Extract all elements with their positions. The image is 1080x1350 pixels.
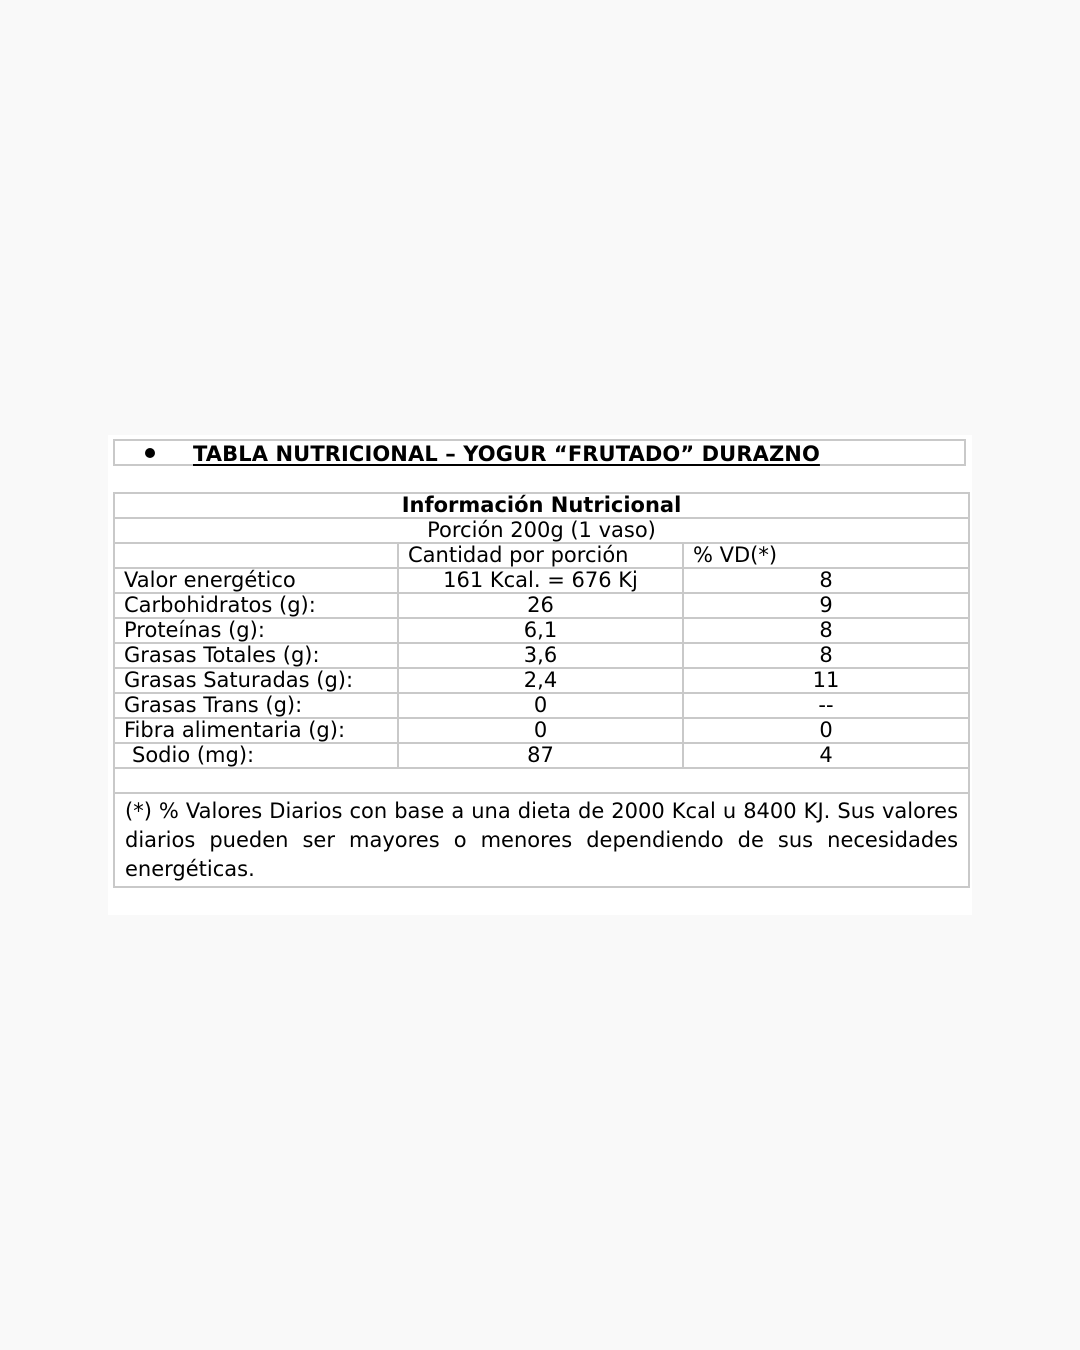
table-row — [114, 643, 969, 668]
row-label: Valor energético — [114, 568, 398, 593]
table-row — [114, 593, 969, 618]
portion-row — [114, 518, 969, 543]
header-dv: % VD(*) — [683, 543, 969, 568]
row-label: Grasas Trans (g): — [114, 693, 398, 718]
table-row — [114, 693, 969, 718]
row-quantity: 6,1 — [398, 618, 683, 643]
row-label: Fibra alimentaria (g): — [114, 718, 398, 743]
row-quantity: 87 — [398, 743, 683, 768]
row-dv: 4 — [683, 743, 969, 768]
spacer-row — [114, 768, 969, 793]
bullet-icon — [145, 448, 155, 458]
table-title-row — [114, 493, 969, 518]
row-quantity: 161 Kcal. = 676 Kj — [398, 568, 683, 593]
row-label: Grasas Totales (g): — [114, 643, 398, 668]
row-dv: 0 — [683, 718, 969, 743]
row-label: Grasas Saturadas (g): — [114, 668, 398, 693]
header-label-cell — [114, 543, 398, 568]
row-dv: 9 — [683, 593, 969, 618]
row-dv: 8 — [683, 643, 969, 668]
table-row — [114, 743, 969, 768]
table-row — [114, 618, 969, 643]
spacer-cell — [114, 768, 969, 793]
row-dv: 8 — [683, 568, 969, 593]
header-quantity: Cantidad por porción — [398, 543, 683, 568]
row-dv: 11 — [683, 668, 969, 693]
table-row — [114, 668, 969, 693]
row-quantity: 0 — [398, 693, 683, 718]
table-title: Información Nutricional — [114, 493, 969, 518]
header-row — [114, 543, 969, 568]
row-quantity: 3,6 — [398, 643, 683, 668]
footnote-row — [114, 793, 969, 887]
row-dv: -- — [683, 693, 969, 718]
portion-label: Porción 200g (1 vaso) — [114, 518, 969, 543]
table-row — [114, 718, 969, 743]
row-dv: 8 — [683, 618, 969, 643]
row-label: Proteínas (g): — [114, 618, 398, 643]
footnote: (*) % Valores Diarios con base a una dieta de 2000 Kcal u 8400 KJ. Sus valores diarios pueden ser mayores o menores dependiendo de sus necesidades energéticas. — [114, 793, 969, 887]
row-quantity: 2,4 — [398, 668, 683, 693]
row-label: Carbohidratos (g): — [114, 593, 398, 618]
table-row — [114, 568, 969, 593]
document-title: TABLA NUTRICIONAL – YOGUR “FRUTADO” DURAZNO — [193, 442, 820, 466]
nutrition-table — [113, 492, 970, 888]
row-quantity: 0 — [398, 718, 683, 743]
row-label: Sodio (mg): — [114, 743, 398, 768]
row-quantity: 26 — [398, 593, 683, 618]
